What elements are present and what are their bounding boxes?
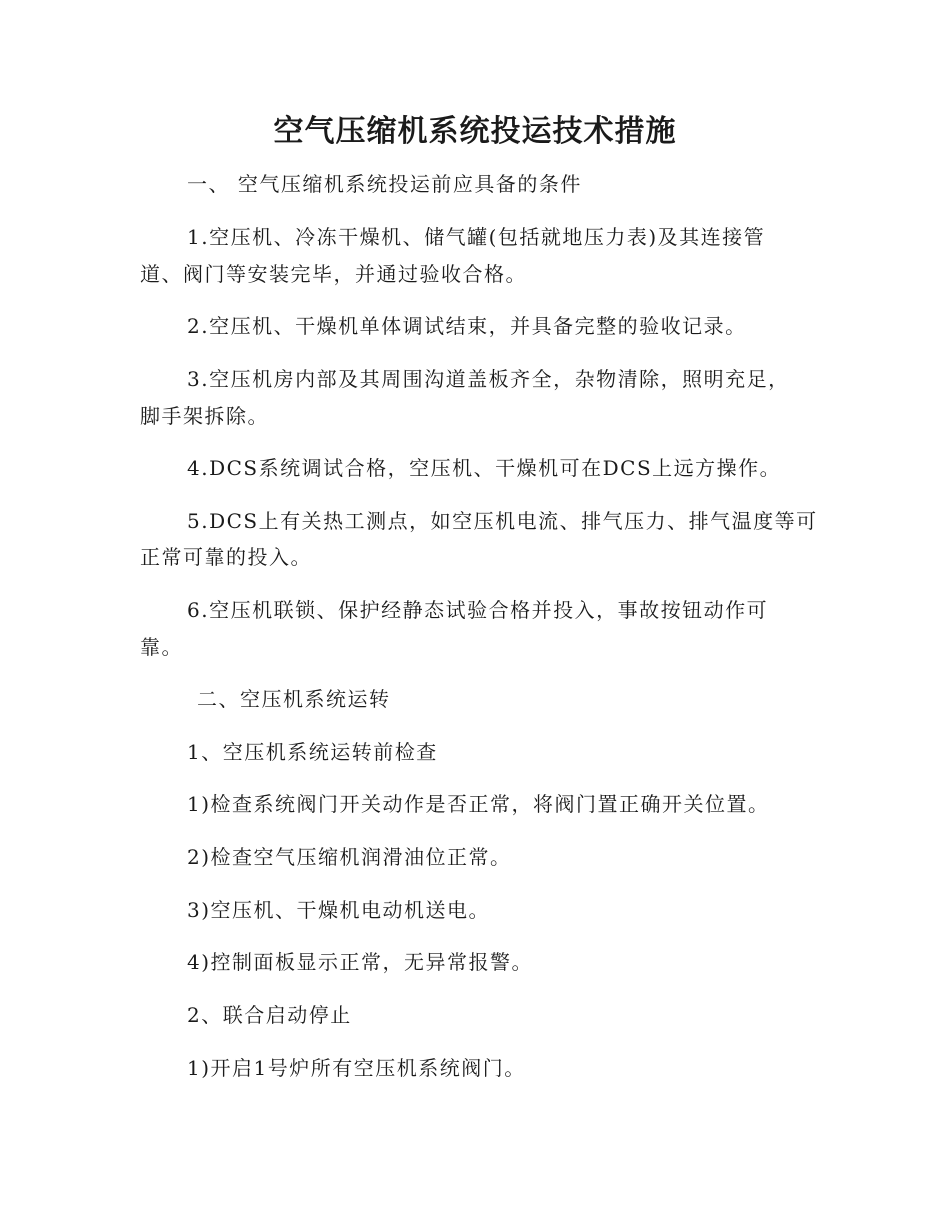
paragraph-line: 1.空压机、冷冻干燥机、储气罐(包括就地压力表)及其连接管	[187, 225, 766, 249]
paragraph-line: 2.空压机、干燥机单体调试结束，并具备完整的验收记录。	[187, 314, 747, 338]
paragraph-line: 靠。	[140, 635, 183, 659]
paragraph-line: 正常可靠的投入。	[140, 545, 312, 569]
subsection-heading: 2、联合启动停止	[187, 1003, 352, 1027]
paragraph-line: 道、阀门等安装完毕，并通过验收合格。	[140, 262, 527, 286]
paragraph-line: 4)控制面板显示正常，无异常报警。	[187, 950, 534, 974]
paragraph-line: 脚手架拆除。	[140, 404, 269, 428]
paragraph-line: 1)检查系统阀门开关动作是否正常，将阀门置正确开关位置。	[187, 792, 770, 816]
paragraph-line: 2)检查空气压缩机润滑油位正常。	[187, 845, 512, 869]
paragraph-line: 5.DCS上有关热工测点，如空压机电流、排气压力、排气温度等可	[187, 509, 818, 533]
paragraph-line: 6.空压机联锁、保护经静态试验合格并投入，事故按钮动作可	[187, 598, 769, 622]
document-title: 空气压缩机系统投运技术措施	[273, 114, 677, 149]
paragraph-line: 3.空压机房内部及其周围沟道盖板齐全，杂物清除，照明充足，	[187, 367, 790, 391]
paragraph-line: 3)空压机、干燥机电动机送电。	[187, 898, 491, 922]
paragraph-line: 1)开启1号炉所有空压机系统阀门。	[187, 1056, 526, 1080]
paragraph-line: 4.DCS系统调试合格，空压机、干燥机可在DCS上远方操作。	[187, 456, 782, 480]
subsection-heading: 1、空压机系统运转前检查	[187, 740, 438, 764]
section-heading-1: 一、 空气压缩机系统投运前应具备的条件	[187, 172, 582, 196]
section-heading-2: 二、空压机系统运转	[197, 687, 391, 711]
